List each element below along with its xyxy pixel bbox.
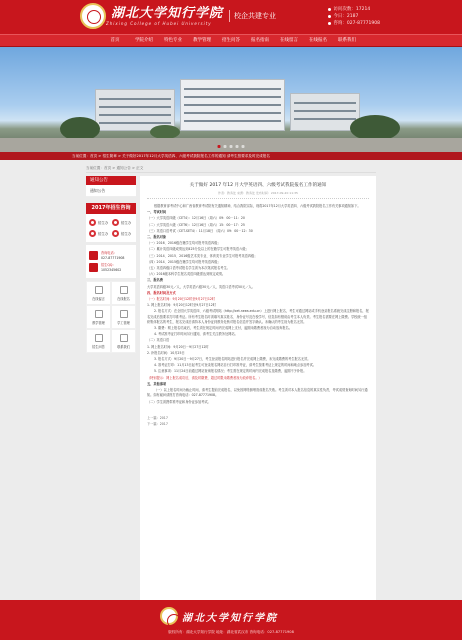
article-paragraph: （六）2016级本科学生报名英语四级需达到规定成绩。 <box>147 272 226 277</box>
article-paragraph: 2. 报名方式：在全国大学英语四、六级考试网站（http://cet.neea.edu.cn）上进行网上报名，考生可通过网站或手机登录报名系统完成注册和报名，报名完成后按要求打印准考证。所有考生报名时须填写真实姓名、身份证号及在校学号，信息如有错误由考生本人负责。考生报名需要在网上缴费。学校统一组织集体报名的考生，报名完成后请持本人身份证到教务处核对报名信息并签字确认。未确认的考生视为报名无效。 <box>147 309 369 324</box>
article-paragraph: （特别提示：网上报名成功后，请及时缴费，超过时限未缴费者视为放弃报名。） <box>147 375 262 380</box>
banner-dot[interactable] <box>230 145 233 148</box>
nav-teaching[interactable]: 教学管理 <box>193 38 211 43</box>
logo-subtitle: Zhixing College of Hubei University <box>106 20 212 26</box>
main-content <box>86 164 376 602</box>
nav-message[interactable]: 在线留言 <box>280 38 298 43</box>
sidebar-item-notice[interactable]: 通知公告 <box>86 185 136 197</box>
article-paragraph: 四、报名时间及方式 <box>147 290 176 295</box>
article-paragraph: 五、其他事项 <box>147 381 167 386</box>
nav-faq[interactable]: 招生问答 <box>222 38 240 43</box>
advisor-link[interactable]: 招生办 <box>89 219 110 226</box>
nav-apply[interactable]: 在线报名 <box>309 38 327 43</box>
article-paragraph: （二）英语口语 <box>147 338 170 343</box>
article-paragraph: （二）学生须携带准考证和身份证参加考试。 <box>147 399 211 404</box>
article-meta: 作者：教务处 来源：教务处 发布时间：2017-09-20 11:35 <box>147 191 369 199</box>
article-paragraph: （二）累计英语四级成绩达到425分及以上的在籍学生可报考英语六级； <box>147 247 249 252</box>
breadcrumb: 当前位置：首页 > 通知公告 > 正文 <box>86 164 376 173</box>
banner-pagination <box>218 145 245 148</box>
quick-link-student[interactable]: 学工管理 <box>111 305 136 329</box>
quick-link-teaching[interactable]: 教学管理 <box>86 305 111 329</box>
next-link[interactable]: 下一篇：2017 <box>147 421 168 426</box>
notice-bar: 当前位置：首页 > 招生简章 > 关于做好2017年12月大学英语四、六级考试我院报名工作的通知 请考生按要求及时完成报名 <box>0 152 462 160</box>
quick-link-faq[interactable]: 招生问答 <box>86 329 111 353</box>
admissions-box <box>86 203 136 242</box>
stat-today: 今日：2187 <box>333 14 359 19</box>
header <box>0 0 462 34</box>
nav-about[interactable]: 学院介绍 <box>135 38 153 43</box>
banner-dot[interactable] <box>218 145 221 148</box>
article-paragraph: 三、报名费 <box>147 278 163 283</box>
qq-icon <box>89 263 98 272</box>
article-paragraph: （一）2016、2016级在籍学生均可报考英语四级； <box>147 241 221 246</box>
advisor-link[interactable]: 招生办 <box>112 230 133 237</box>
phone-icon <box>89 251 98 260</box>
prev-next <box>147 415 369 427</box>
article-paragraph: 1. 网上报名时间：9月20日－9月27日12时 <box>147 344 209 349</box>
footer-logo-text: 湖北大学知行学院 <box>182 612 278 624</box>
article-paragraph: （一）大学英语四级（CET4）：12月16日（周六）09：00－11：20 <box>147 216 245 221</box>
nav-home[interactable]: 首页 <box>110 38 120 43</box>
banner-dot[interactable] <box>242 145 245 148</box>
article-paragraph: 2. 补报名时间：10月25日 <box>147 350 185 355</box>
admissions-title: 2017年招生咨询 <box>86 203 136 214</box>
sidebar-title: 通知公告 <box>86 176 136 185</box>
article-paragraph: 5. 注意事项：11月24日前通过网站查询报名情况；考生需在规定的时间内完成报名及缴费，逾期不予补报。 <box>154 369 307 374</box>
book-icon <box>95 310 103 318</box>
article-paragraph: （三）2014、2015、2016级艺术类专业、体育类专业学生可报考英语四级； <box>147 253 258 258</box>
nav-majors[interactable]: 特色专业 <box>164 38 182 43</box>
question-icon <box>95 334 103 342</box>
bullet-icon <box>328 8 331 11</box>
bullet-icon <box>328 15 331 18</box>
article-paragraph: 1. 网上报名时间：9月20日12时至9月27日12时 <box>147 303 216 308</box>
logo[interactable] <box>80 3 276 29</box>
article-paragraph: （四）2014、2015级在籍学生均可报考英语四级； <box>147 259 221 264</box>
contact-phone: 027-87771908 <box>101 255 125 260</box>
quick-link-message[interactable]: 在线留言 <box>86 281 111 305</box>
form-icon <box>120 286 128 294</box>
site-tagline: 校企共建专业 <box>229 10 276 22</box>
article <box>140 176 376 602</box>
article-paragraph: （二）大学英语六级（CET6）：12月16日（周六）15：00－17：25 <box>147 222 245 227</box>
article-paragraph: （三）英语口语考试（CET-SET4）：11月18日 （周六）09：00－12：30 <box>147 228 253 233</box>
bullet-icon <box>328 22 331 25</box>
school-seal-icon <box>160 607 178 625</box>
nav-guide[interactable]: 报名指南 <box>251 38 269 43</box>
sidebar <box>86 176 136 353</box>
stat-visits: 访问次数：17214 <box>333 7 371 12</box>
chat-icon <box>112 230 119 237</box>
header-stats <box>328 6 380 27</box>
banner-dot[interactable] <box>224 145 227 148</box>
footer <box>0 600 462 640</box>
article-paragraph: 一、考试时间 <box>147 210 167 215</box>
article-paragraph: 3. 报名方式：9月20日－9月27日，考生登录报名网站进行报名并完成网上缴费，未完成缴费的考生报名无效。 <box>154 357 311 362</box>
school-seal-icon <box>80 3 106 29</box>
article-paragraph: 二、报名对象 <box>147 235 167 240</box>
advisor-link[interactable]: 招生办 <box>112 219 133 226</box>
quick-links <box>86 281 136 353</box>
article-paragraph: 4. 考试准考证打印时间另行通知，请考生关注教务处网站。 <box>154 332 238 337</box>
main-nav <box>0 34 462 47</box>
contact-qq: 1052345602 <box>101 267 122 272</box>
chat-icon <box>89 219 96 226</box>
article-paragraph: 根据教育部考试中心和广西省教育考试院有关通知精神，结合我院实际，现将2017年12月大学英语四、六级考试我院报名工作有关事项通知如下。 <box>154 204 361 208</box>
contact-icon <box>120 334 128 342</box>
article-paragraph: （五）英语四级口语考试报名学生须为本次笔试报名考生。 <box>147 266 230 271</box>
campus-banner <box>0 47 462 152</box>
prev-link[interactable]: 上一篇：2017 <box>147 415 168 420</box>
quick-link-contact[interactable]: 联系我们 <box>111 329 136 353</box>
message-icon <box>95 286 103 294</box>
article-paragraph: 3. 缴费：网上报名结束后，考生须在规定时间内完成网上支付，逾期未缴费者视为自动放弃报名。 <box>154 326 292 331</box>
article-title: 关于做好 2017 年12 月大学英语四、六级考试我院报名工作的通知 <box>189 183 327 188</box>
chat-icon <box>89 230 96 237</box>
campus-building <box>180 79 285 131</box>
chat-icon <box>112 219 119 226</box>
article-paragraph: （一）以上报名时间为截止时间，请考生提前完成报名，以免因网络拥堵造成报名失败。考生须对本人报名信息的真实性负责，考试成绩查询时间另行通知。如有疑问请拨打咨询电话：027-87771908。 <box>147 388 368 398</box>
footer-logo <box>160 607 278 625</box>
article-paragraph: 大学英语四级30元／人，大学英语六级30元／人，英语口语考试50元／人。 <box>147 284 255 289</box>
article-body <box>147 204 369 405</box>
advisor-link[interactable]: 招生办 <box>89 230 110 237</box>
quick-link-apply[interactable]: 在线报名 <box>111 281 136 305</box>
logo-text: 湖北大学知行学院 <box>111 5 224 21</box>
nav-contact[interactable]: 联系我们 <box>338 38 356 43</box>
banner-dot[interactable] <box>236 145 239 148</box>
stat-phone: 咨询：027-87771908 <box>333 21 380 26</box>
footer-copyright: 版权所有：湖北大学知行学院 地址：湖北省武汉市 咨询电话：027-87771908 <box>168 630 294 634</box>
user-icon <box>120 310 128 318</box>
contact-box: 咨询电话： 027-87771908 招生QQ： 1052345602 <box>86 245 136 278</box>
article-paragraph: （一）报名时间：9月20日12时至9月27日12时 <box>147 297 216 302</box>
article-paragraph: 4. 准考证打印：11月13日起考生可登录报名网站自行打印准考证，请考生按准考证上规定的时间和地点参加考试。 <box>154 363 316 368</box>
